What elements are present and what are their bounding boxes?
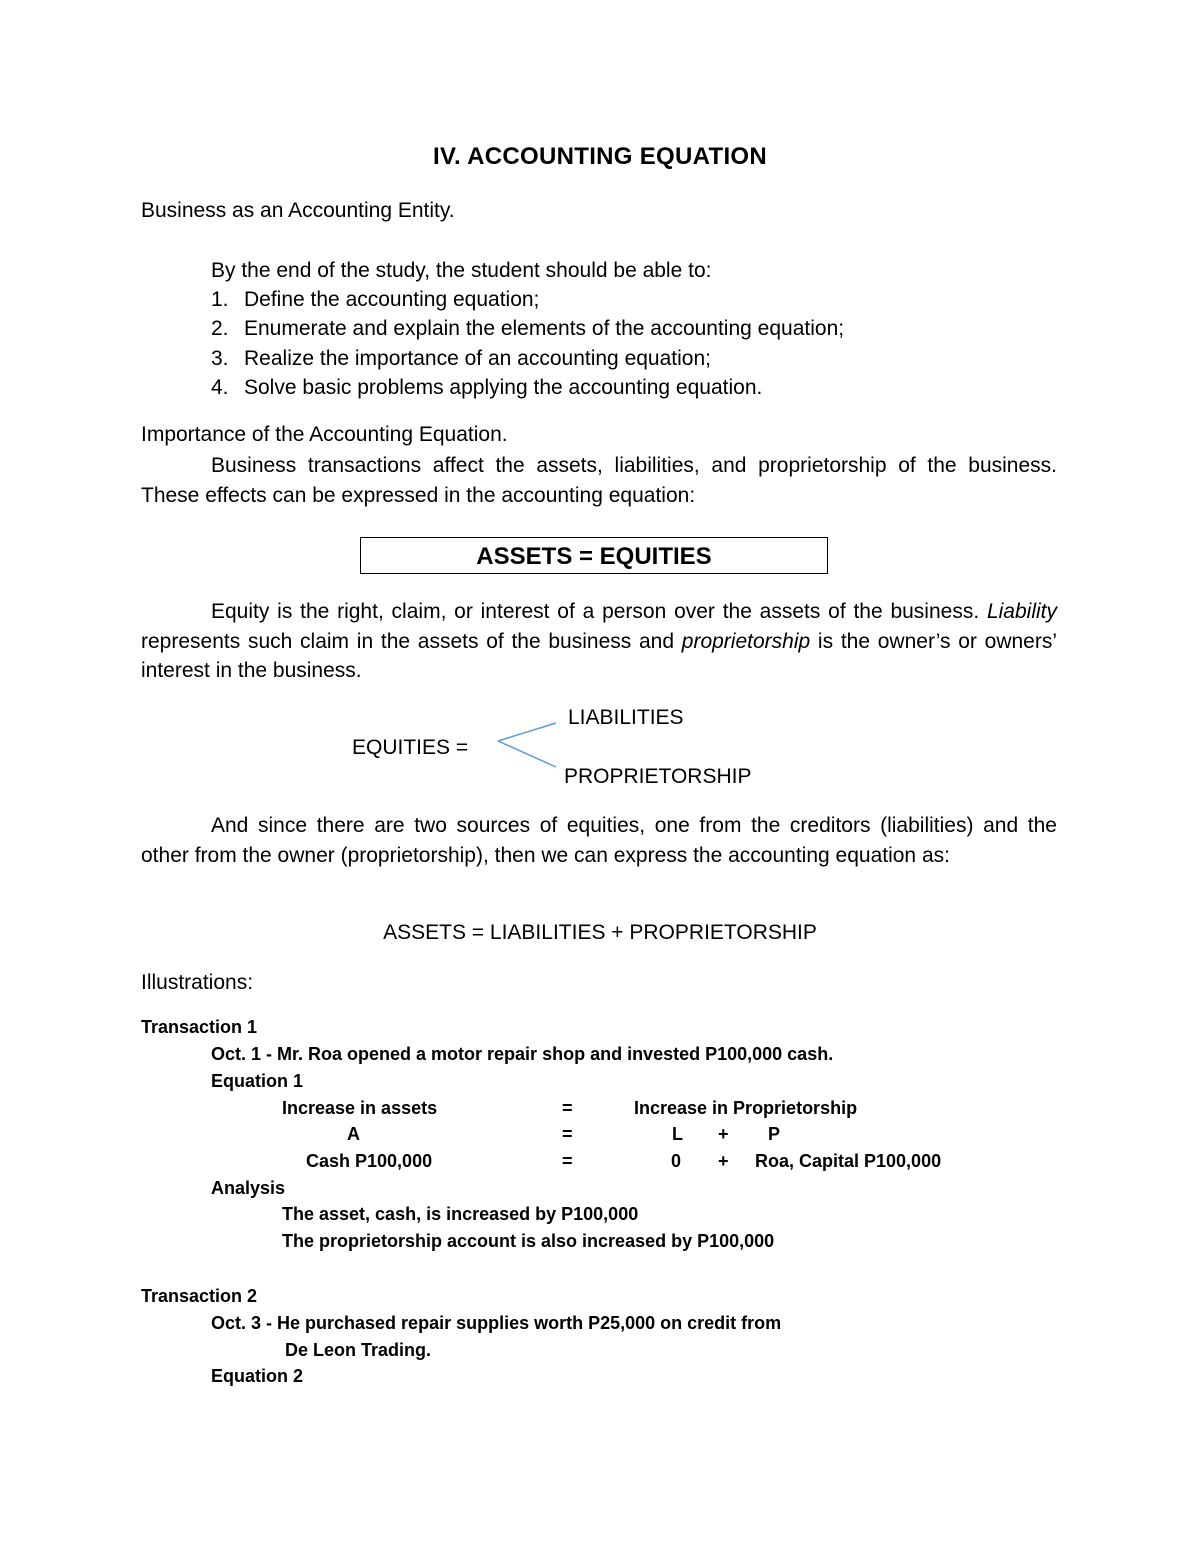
equity-paragraph: Equity is the right, claim, or interest of a person over the assets of the business. Liability represents such claim in the assets of the business and proprietorship is the owner’s or owners’ interest in the business. <box>141 600 1058 682</box>
analysis-line: The asset, cash, is increased by P100,000 <box>282 1204 639 1224</box>
capital-amount: Roa, Capital P100,000 <box>755 1151 942 1171</box>
analysis-label: Analysis <box>211 1178 286 1198</box>
transaction-label: Transaction 1 <box>141 1017 258 1037</box>
transaction-label: Transaction 2 <box>141 1286 258 1306</box>
list-item: 4. Solve basic problems applying the accounting equation. <box>211 375 763 399</box>
section-heading: Business as an Accounting Entity. <box>141 199 455 222</box>
equities-label: EQUITIES = <box>352 736 469 759</box>
liability-amount: 0 <box>671 1151 682 1171</box>
symbol-a: A <box>347 1124 360 1144</box>
importance-paragraph: Business transactions affect the assets, liabilities, and proprietorship of the business. These effects can be expressed in the accounting equation: <box>141 454 1057 507</box>
sources-paragraph: And since there are two sources of equities, one from the creditors (liabilities) and the other from the owner (proprietorship), then we can express the accounting equation as: <box>141 814 1057 867</box>
plus-sign: + <box>718 1151 729 1171</box>
cash-amount: Cash P100,000 <box>306 1151 433 1171</box>
equation-label: Equation 1 <box>211 1071 304 1091</box>
analysis-line: The proprietorship account is also increased by P100,000 <box>282 1231 775 1251</box>
symbol-l: L <box>672 1124 683 1144</box>
list-item: 3. Realize the importance of an accounting equation; <box>211 346 711 370</box>
proprietorship-branch: PROPRIETORSHIP <box>564 765 752 788</box>
full-equation: ASSETS = LIABILITIES + PROPRIETORSHIP <box>383 921 817 944</box>
equation-label: Equation 2 <box>211 1366 304 1386</box>
equation-right: Increase in Proprietorship <box>634 1098 858 1118</box>
list-item: 2. Enumerate and explain the elements of the accounting equation; <box>211 317 845 341</box>
equals-sign: = <box>562 1098 573 1118</box>
equals-sign: = <box>562 1124 573 1144</box>
equation-left: Increase in assets <box>282 1098 438 1118</box>
transaction-description-cont: De Leon Trading. <box>285 1340 432 1360</box>
symbol-p: P <box>768 1124 781 1144</box>
list-item: 1. Define the accounting equation; <box>211 288 540 311</box>
plus-sign: + <box>718 1124 729 1144</box>
page-title: IV. ACCOUNTING EQUATION <box>432 143 768 170</box>
importance-heading: Importance of the Accounting Equation. <box>141 423 508 446</box>
boxed-equation: ASSETS = EQUITIES <box>360 537 828 574</box>
transaction-description: Oct. 3 - He purchased repair supplies worth P25,000 on credit from <box>211 1313 782 1333</box>
proprietorship-term: proprietorship <box>681 629 811 653</box>
liabilities-branch: LIABILITIES <box>568 706 684 729</box>
branch-lines <box>494 718 560 770</box>
liability-term: Liability <box>986 600 1057 623</box>
branch-line-top <box>498 723 556 741</box>
transaction-description: Oct. 1 - Mr. Roa opened a motor repair shop and invested P100,000 cash. <box>211 1044 834 1064</box>
objectives-list <box>211 285 844 402</box>
objectives-intro: By the end of the study, the student should be able to: <box>211 259 712 282</box>
branch-line-bottom <box>498 741 556 767</box>
illustrations-heading: Illustrations: <box>141 971 254 994</box>
equals-sign: = <box>562 1151 573 1171</box>
